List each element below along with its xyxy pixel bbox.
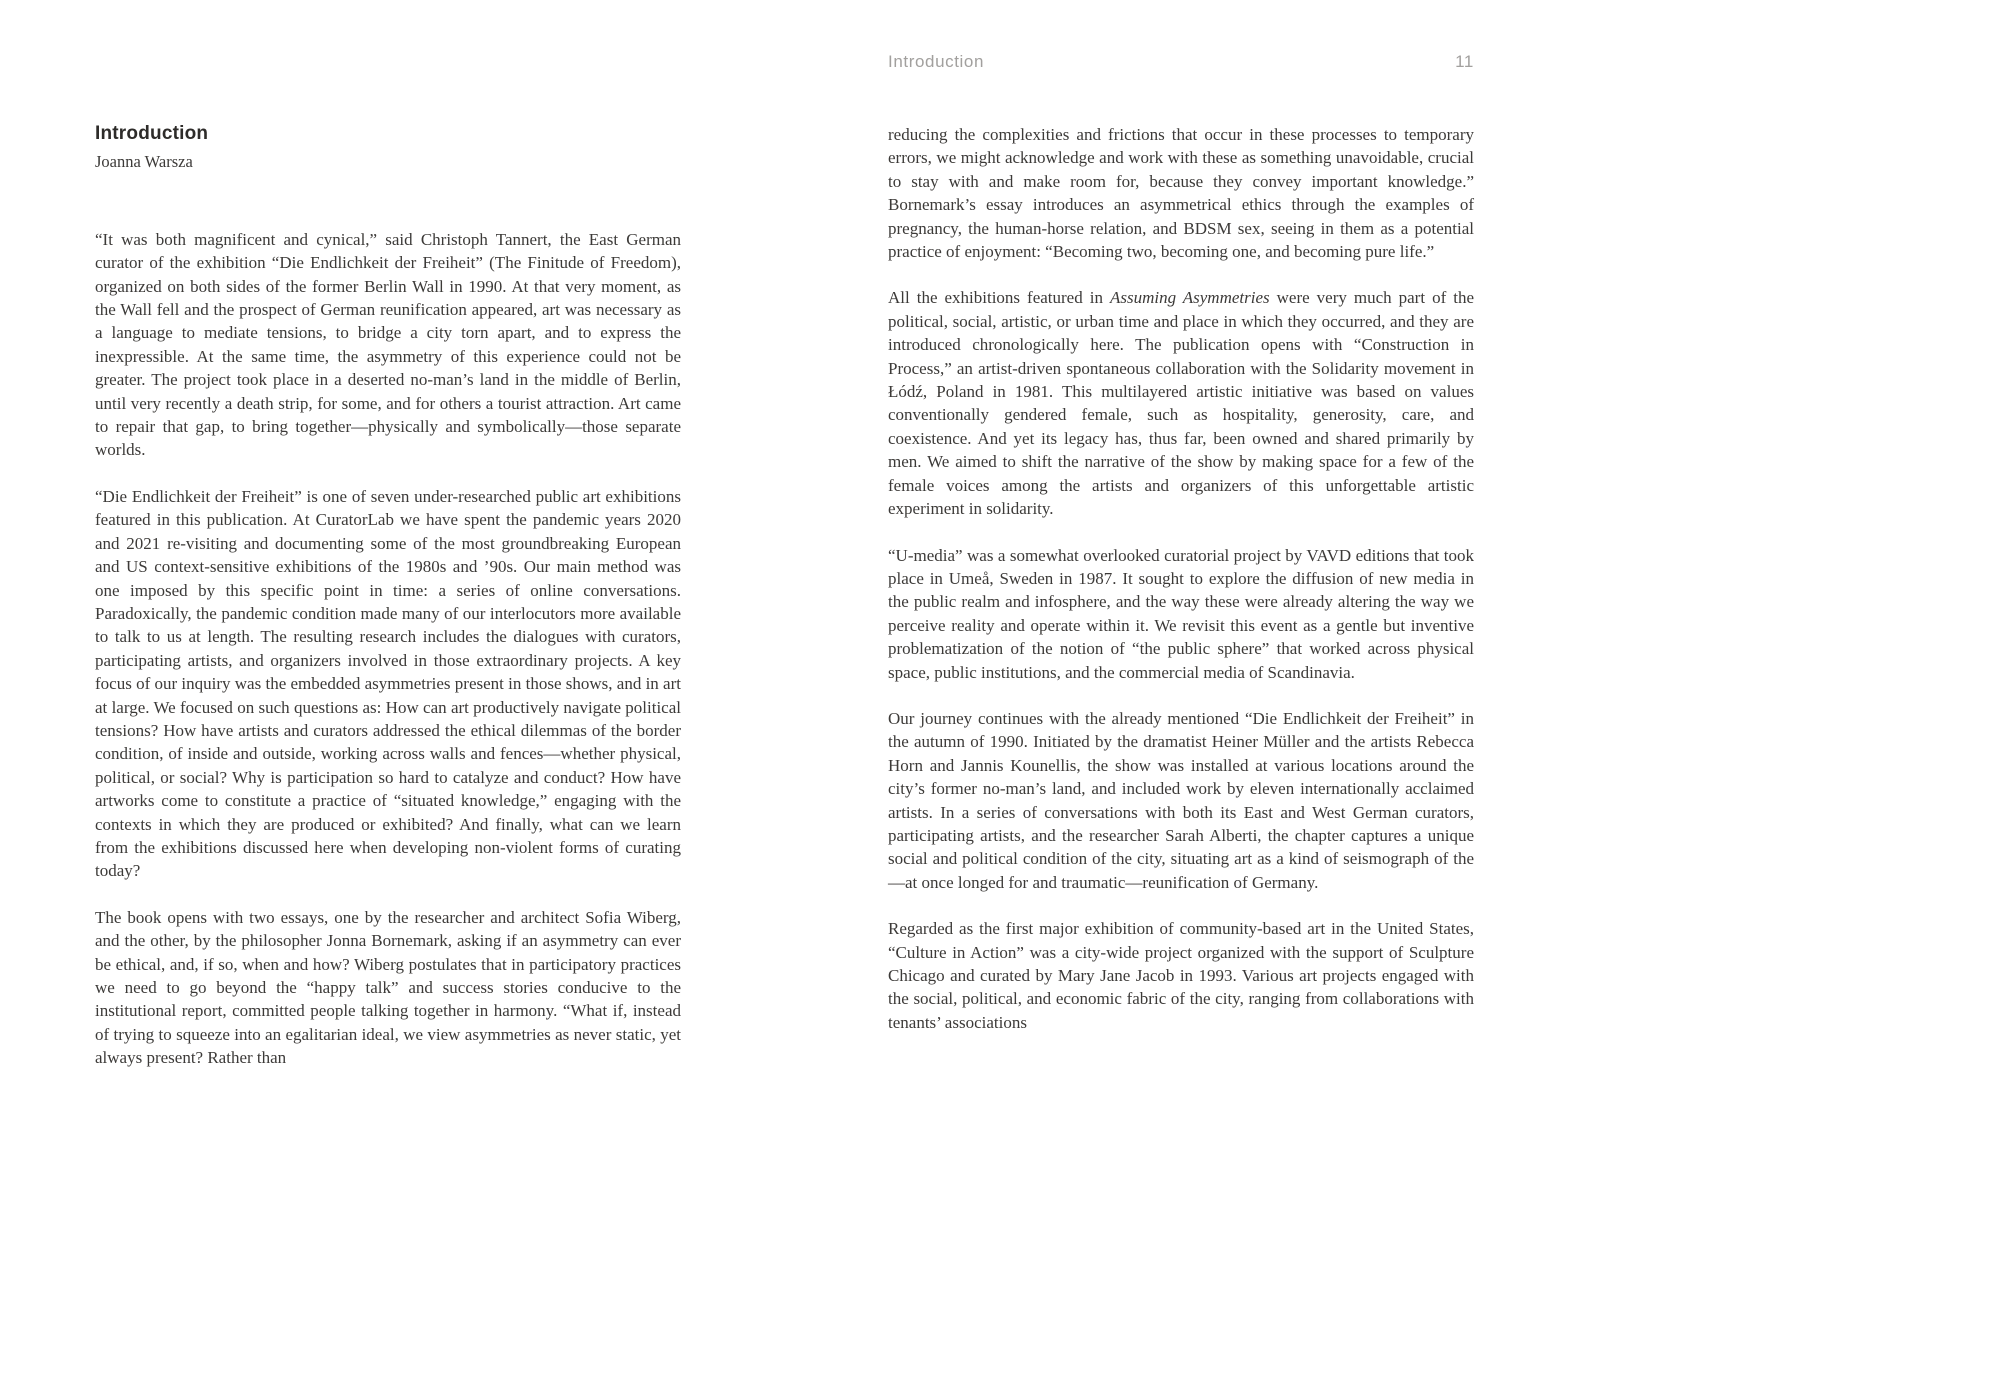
paragraph-text: were very much part of the political, social, artistic, or urban time and place in which they occurred, and they are introduced chronologically here. The publication opens with “Construction in Process,” an artist-driven spontaneous collaboration with the Solidarity movement in Łódź, Poland in 1981. This multilayered artistic initiative was based on values conventionally gendered female, such as hospitality, generosity, care, and coexistence. And yet its legacy has, thus far, been owned and shared primarily by men. We aimed to shift the narrative of the show by making space for a few of the female voices among the artists and organizers of this unforgettable artistic experiment in solidarity.	[888, 288, 1474, 519]
paragraph: Our journey continues with the already mentioned “Die Endlichkeit der Freiheit” in the autumn of 1990. Initiated by the dramatist Heiner Müller and the artists Rebecca Horn and Jannis Kounellis, the show was installed at various locations around the city’s former no-man’s land, and included work by eleven internationally acclaimed artists. In a series of conversations with both its East and West German curators, participating artists, and the researcher Sarah Alberti, the chapter captures a unique social and political condition of the city, situating art as a kind of seismograph of the—at once longed for and traumatic—reunification of Germany.	[888, 708, 1474, 892]
paragraph: “U-media” was a somewhat overlooked curatorial project by VAVD editions that took place in Umeå, Sweden in 1987. It sought to explore the diffusion of new media in the public realm and infosphere, and the way these were already altering the way we perceive reality and operate within it. We revisit this event as a gentle but inventive problematization of the notion of “the public sphere” that worked across physical space, public institutions, and the commercial media of Scandinavia.	[888, 545, 1474, 682]
paragraph	[888, 286, 1474, 520]
author-name: Joanna Warsza	[95, 152, 193, 172]
paragraph: “It was both magnificent and cynical,” said Christoph Tannert, the East German curator of the exhibition “Die Endlichkeit der Freiheit” (The Finitude of Freedom), organized on both sides of the former Berlin Wall in 1990. At that very moment, as the Wall fell and the prospect of German reunification appeared, art was necessary as a language to mediate tensions, to bridge a city torn apart, and to express the inexpressible. At the same time, the asymmetry of this experience could not be greater. The project took place in a deserted no-man’s land in the middle of Berlin, until very recently a death strip, for some, and for others a tourist attraction. Art came to repair that gap, to bring together—physically and symbolically—those separate worlds.	[95, 229, 681, 460]
running-head-title: Introduction	[888, 52, 985, 71]
paragraph: reducing the complexities and frictions that occur in these processes to temporary errors, we might acknowledge and work with these as something unavoidable, crucial to stay with and make room for, because they convey important knowledge.” Bornemark’s essay introduces an asymmetrical ethics through the examples of pregnancy, the human-horse relation, and BDSM sex, seeing in them as a potential practice of enjoyment: “Becoming two, becoming one, and becoming pure life.”	[888, 125, 1474, 262]
book-title-italic: Assuming Asymmetries	[1109, 288, 1270, 308]
paragraph: “Die Endlichkeit der Freiheit” is one of seven under-researched public art exhibitions featured in this publication. At CuratorLab we have spent the pandemic years 2020 and 2021 re-visiting and documenting some of the most groundbreaking European and US context-sensitive exhibitions of the 1980s and ’90s. Our main method was one imposed by this specific point in time: a series of online conversations. Paradoxically, the pandemic condition made many of our interlocutors more available to talk to us at length. The resulting research includes the dialogues with curators, participating artists, and organizers involved in those extraordinary projects. A key focus of our inquiry was the embedded asymmetries present in those shows, and in art at large. We focused on such questions as: How can art productively navigate political tensions? How have artists and curators addressed the ethical dilemmas of the border condition, of inside and outside, working across walls and fences—whether physical, political, or social? Why is participation so hard to catalyze and conduct? How have artworks come to constitute a practice of “situated knowledge,” engaging with the contexts in which they are produced or exhibited? And finally, what can we learn from the exhibitions discussed here when developing non-violent forms of curating today?	[95, 486, 681, 881]
chapter-title: Introduction	[95, 123, 209, 144]
left-column	[95, 122, 681, 1070]
paragraph-text: All the exhibitions featured in	[888, 288, 1110, 308]
running-header	[888, 52, 1474, 72]
page-number: 11	[1455, 52, 1474, 71]
right-column	[888, 123, 1474, 1034]
paragraph: The book opens with two essays, one by the researcher and architect Sofia Wiberg, and the other, by the philosopher Jonna Bornemark, asking if an asymmetry can ever be ethical, and, if so, when and how? Wiberg postulates that in participatory practices we need to go beyond the “happy talk” and success stories conducive to the institutional report, committed people talking together in harmony. “What if, instead of trying to squeeze into an egalitarian ideal, we view asymmetries as never static, yet always present? Rather than	[95, 907, 681, 1068]
paragraph: Regarded as the first major exhibition of community-based art in the United States, “Culture in Action” was a city-wide project organized with the support of Sculpture Chicago and curated by Mary Jane Jacob in 1993. Various art projects engaged with the social, political, and economic fabric of the city, ranging from collaborations with tenants’ associations	[888, 919, 1474, 1032]
